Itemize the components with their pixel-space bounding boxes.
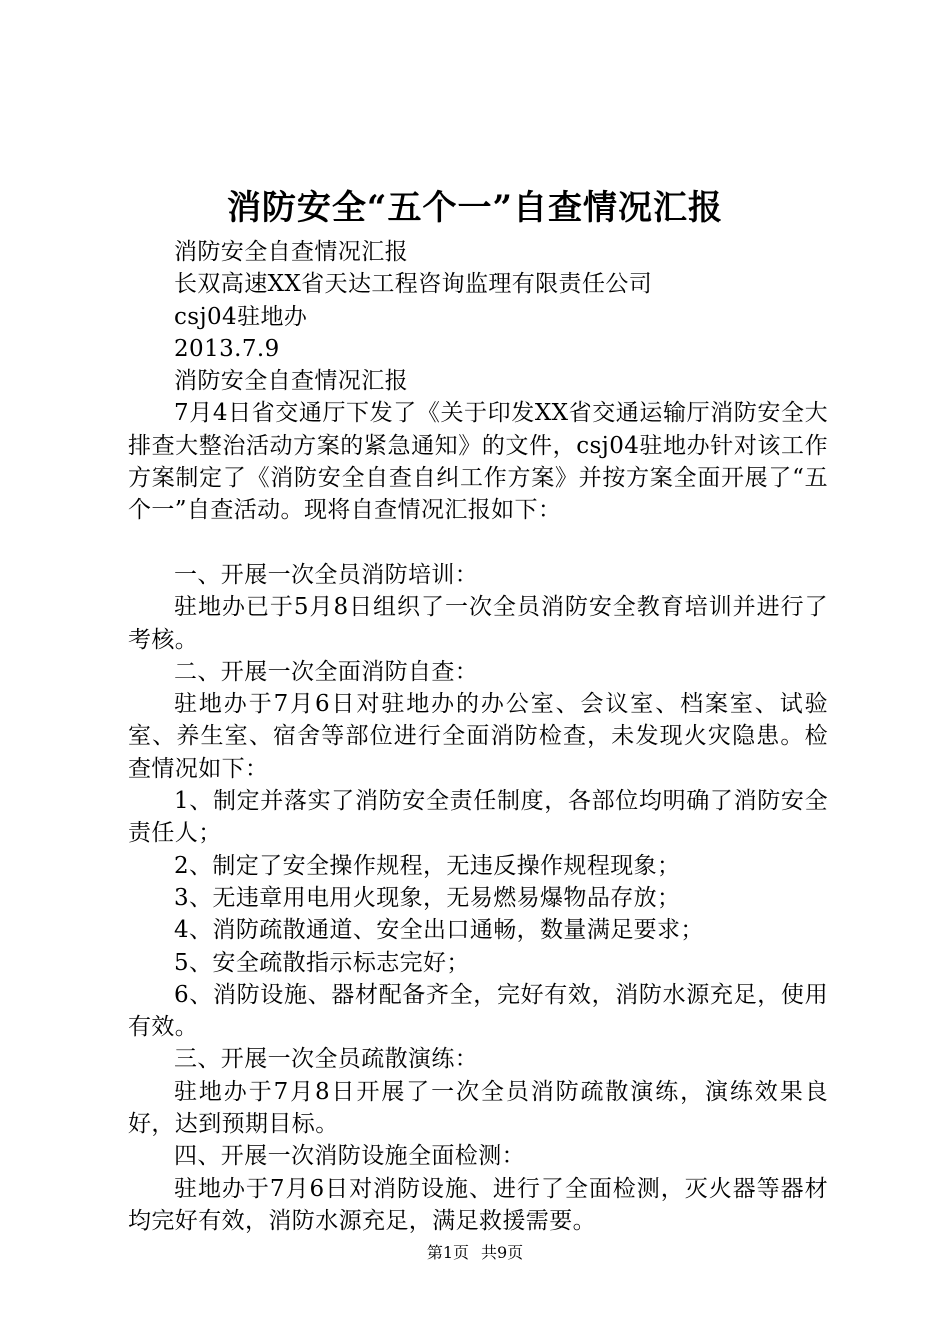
- paragraph-company: 长双高速XX省天达工程咨询监理有限责任公司: [174, 271, 653, 298]
- paragraph-intro: 7月4日省交通厅下发了《关于印发XX省交通运输厅消防安全大排查大整治活动方案的紧急通知》的文件，csj04驻地办针对该工作方案制定了《消防安全自查自纠工作方案》并按方案全面开展了“五个一”自查活动。现将自查情况汇报如下：: [128, 400, 828, 524]
- paragraph-training: 驻地办已于5月8日组织了一次全员消防安全教育培训并进行了考核。: [128, 594, 828, 653]
- list-item-4: 4、消防疏散通道、安全出口通畅，数量满足要求；: [174, 917, 704, 944]
- list-item-6: 6、消防设施、器材配备齐全，完好有效，消防水源充足，使用有效。: [128, 981, 828, 1041]
- section-heading-2: 二、开展一次全面消防自查：: [174, 658, 479, 685]
- page-number: 第1页: [426, 1243, 469, 1262]
- section-heading-3: 三、开展一次全员疏散演练：: [174, 1046, 479, 1073]
- list-item-2: 2、制定了安全操作规程，无违反操作规程现象；: [174, 852, 681, 879]
- section-heading-4: 四、开展一次消防设施全面检测：: [174, 1143, 525, 1170]
- list-item-1: 1、制定并落实了消防安全责任制度，各部位均明确了消防安全责任人；: [128, 788, 828, 847]
- document-title: 消防安全“五个一”自查情况汇报: [226, 188, 724, 228]
- paragraph-heading-1: 消防安全自查情况汇报: [174, 239, 408, 265]
- paragraph-office: csj04驻地办: [174, 303, 308, 330]
- list-item-3: 3、无违章用电用火现象，无易燃易爆物品存放；: [174, 884, 681, 911]
- page-total: 共9页: [481, 1243, 524, 1262]
- paragraph-testing: 驻地办于7月6日对消防设施、进行了全面检测，灭火器等器材均完好有效，消防水源充足，满足救援需要。: [128, 1175, 828, 1234]
- page-footer: [0, 1243, 950, 1263]
- paragraph-drill: 驻地办于7月8日开展了一次全员消防疏散演练，演练效果良好，达到预期目标。: [128, 1078, 828, 1138]
- section-heading-1: 一、开展一次全员消防培训：: [174, 561, 479, 588]
- paragraph-inspection: 驻地办于7月6日对驻地办的办公室、会议室、档案室、试验室、养生室、宿舍等部位进行全面消防检查，未发现火灾隐患。检查情况如下：: [128, 691, 828, 782]
- document-body: [128, 236, 828, 1237]
- list-item-5: 5、安全疏散指示标志完好；: [174, 949, 470, 976]
- blank-line: [128, 527, 828, 559]
- paragraph-date: 2013.7.9: [174, 335, 280, 362]
- paragraph-heading-2: 消防安全自查情况汇报: [174, 368, 408, 395]
